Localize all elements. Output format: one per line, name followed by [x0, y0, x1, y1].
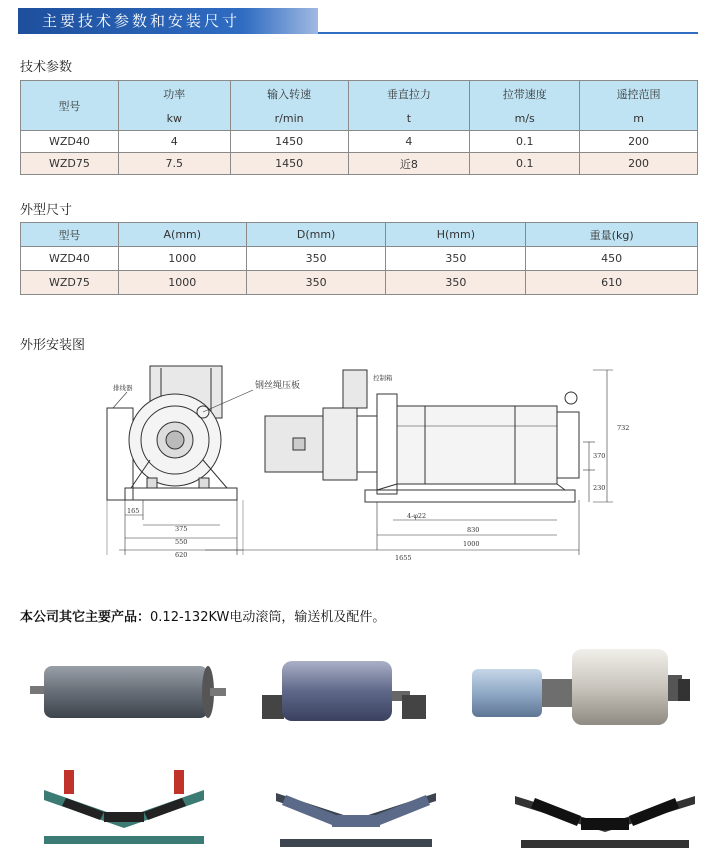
dims-header-row: 型号 A(mm) D(mm) H(mm) 重量(kg)	[21, 223, 698, 247]
dim-830: 830	[467, 526, 480, 534]
tech-col-power: 功率 kw	[118, 81, 230, 131]
product-drum-2	[262, 655, 437, 730]
frame-left-plate	[107, 408, 133, 500]
dims-table	[20, 222, 698, 295]
product-idler-1	[34, 760, 214, 850]
drawing-title: 外形安装图	[20, 338, 86, 353]
label-rope-clamp: 钢丝绳压板	[255, 381, 301, 391]
table-row: WZD40 1000 350 350 450	[21, 247, 698, 271]
dim-1000: 1000	[463, 540, 480, 548]
tech-header-row	[21, 81, 698, 131]
tech-col-range: 遥控范围 m	[580, 81, 698, 131]
left-base	[125, 488, 237, 500]
tech-col-model: 型号	[21, 81, 119, 131]
dim-375: 375	[175, 525, 188, 533]
tech-params-title: 技术参数	[20, 60, 73, 75]
label-control-box: 控制箱	[373, 374, 393, 382]
product-motor-drum	[472, 645, 697, 730]
control-box	[343, 370, 367, 408]
label-exhaust: 排线器	[113, 384, 133, 392]
tech-col-belt-speed: 拉带速度 m/s	[470, 81, 580, 131]
product-drum-1	[30, 650, 230, 730]
company-text: 0.12-132KW电动滚筒，输送机及配件。	[150, 610, 386, 625]
dim-370: 370	[593, 452, 606, 460]
product-idler-2	[276, 765, 436, 850]
dim-550: 550	[175, 538, 188, 546]
product-idler-3	[515, 768, 695, 853]
section-header	[18, 8, 698, 34]
company-products-line	[20, 606, 385, 625]
table-row: WZD75 7.5 1450 近8 0.1 200	[21, 153, 698, 175]
tech-params-table	[20, 80, 698, 175]
dim-230: 230	[593, 484, 606, 492]
table-row: WZD40 4 1450 4 0.1 200	[21, 131, 698, 153]
dim-1655: 1655	[395, 554, 412, 562]
installation-drawing	[95, 350, 635, 568]
table-row: WZD75 1000 350 350 610	[21, 271, 698, 295]
company-lead: 本公司其它主要产品：	[20, 610, 151, 625]
section-header-title: 主要技术参数和安装尺寸	[18, 8, 318, 34]
header-rule	[318, 32, 698, 34]
dim-620: 620	[175, 551, 188, 559]
dim-732: 732	[617, 424, 630, 432]
dims-title: 外型尺寸	[20, 203, 73, 218]
dim-holes: 4-φ22	[407, 512, 427, 520]
dim-165: 165	[127, 507, 140, 515]
tech-col-pull: 垂直拉力 t	[348, 81, 470, 131]
drum-body	[397, 406, 557, 484]
tech-col-speed: 输入转速 r/min	[230, 81, 348, 131]
